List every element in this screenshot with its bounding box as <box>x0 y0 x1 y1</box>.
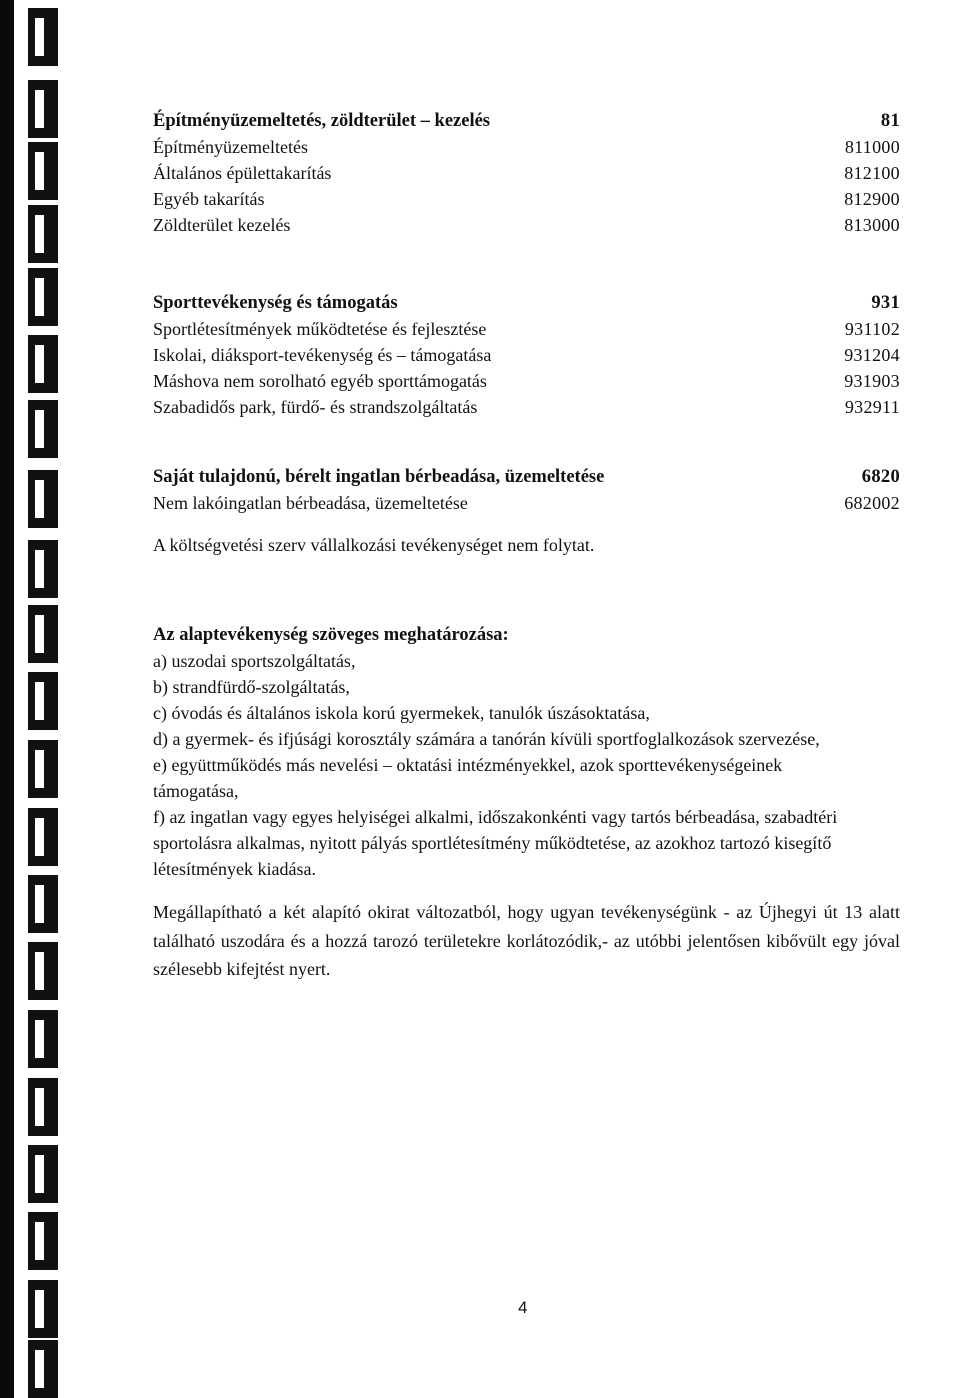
activity-code: 812900 <box>844 189 900 209</box>
activity-code: 812100 <box>844 163 900 183</box>
activity-label: Általános épülettakarítás <box>153 163 332 183</box>
description-block <box>153 622 900 882</box>
description-item: a) uszodai sportszolgáltatás, <box>153 651 356 671</box>
activity-code: 931102 <box>844 319 900 339</box>
description-item: e) együttműködés más nevelési – oktatási intézményekkel, azok sporttevékenységeinek támogatása, <box>153 755 783 801</box>
description-item: f) az ingatlan vagy egyes helyiségei alkalmi, időszakonkénti vagy tartós bérbeadása, szabadtéri sportolásra alkalmas, nyitott pályás sportlétesítmény működtetése, az azokhoz tartozó kisegítő létesítmények kiadása. <box>153 807 838 879</box>
heading-code: 931 <box>871 293 900 313</box>
activity-row <box>153 212 900 238</box>
activity-row <box>153 134 900 160</box>
activity-section <box>153 464 900 516</box>
business-activity-statement: A költségvetési szerv vállalkozási tevékenységet nem folytat. <box>153 535 595 555</box>
section-heading <box>153 290 900 316</box>
description-item: c) óvodás és általános iskola korú gyermekek, tanulók úszásoktatása, <box>153 703 650 723</box>
description-item: b) strandfürdő-szolgáltatás, <box>153 677 350 697</box>
activity-row <box>153 394 900 420</box>
activity-row <box>153 368 900 394</box>
description-title: Az alaptevékenység szöveges meghatározása: <box>153 625 509 645</box>
description-item: d) a gyermek- és ifjúsági korosztály számára a tanórán kívüli sportfoglalkozások szervezése, <box>153 729 820 749</box>
activity-label: Építményüzemeltetés <box>153 137 308 157</box>
heading-label: Sporttevékenység és támogatás <box>153 293 398 313</box>
activity-code: 932911 <box>844 397 900 417</box>
activity-row <box>153 160 900 186</box>
activity-label: Szabadidős park, fürdő- és strandszolgáltatás <box>153 397 478 417</box>
binding-strip <box>0 0 62 1398</box>
activity-row <box>153 186 900 212</box>
activity-row <box>153 342 900 368</box>
activity-row <box>153 316 900 342</box>
document-content <box>153 108 900 984</box>
section-heading <box>153 464 900 490</box>
activity-label: Máshova nem sorolható egyéb sporttámogatás <box>153 371 487 391</box>
heading-label: Építményüzemeltetés, zöldterület – kezelés <box>153 111 491 131</box>
heading-label: Saját tulajdonú, bérelt ingatlan bérbeadása, üzemeltetése <box>153 467 605 487</box>
activity-code: 931903 <box>844 371 900 391</box>
activity-label: Sportlétesítmények működtetése és fejlesztése <box>153 319 487 339</box>
activity-section <box>153 290 900 420</box>
activity-code: 682002 <box>844 493 900 513</box>
activity-code: 813000 <box>844 215 900 235</box>
activity-section <box>153 108 900 238</box>
heading-code: 6820 <box>861 467 900 487</box>
conclusion-paragraph: Megállapítható a két alapító okirat változatból, hogy ugyan tevékenységünk - az Újhegyi út 13 alatt található uszodára és a hozzá tarozó területekre korlátozódik,- az utóbbi jelentősen kibővült egy jóval szélesebb kifejtést nyert. <box>153 902 900 979</box>
section-heading <box>153 108 900 134</box>
activity-row <box>153 490 900 516</box>
page-number: 4 <box>518 1298 528 1317</box>
activity-code: 931204 <box>844 345 900 365</box>
activity-label: Nem lakóingatlan bérbeadása, üzemeltetése <box>153 493 468 513</box>
activity-label: Iskolai, diáksport-tevékenység és – támogatása <box>153 345 492 365</box>
activity-label: Zöldterület kezelés <box>153 215 291 235</box>
heading-code: 81 <box>880 111 900 131</box>
activity-code: 811000 <box>844 137 900 157</box>
activity-label: Egyéb takarítás <box>153 189 265 209</box>
